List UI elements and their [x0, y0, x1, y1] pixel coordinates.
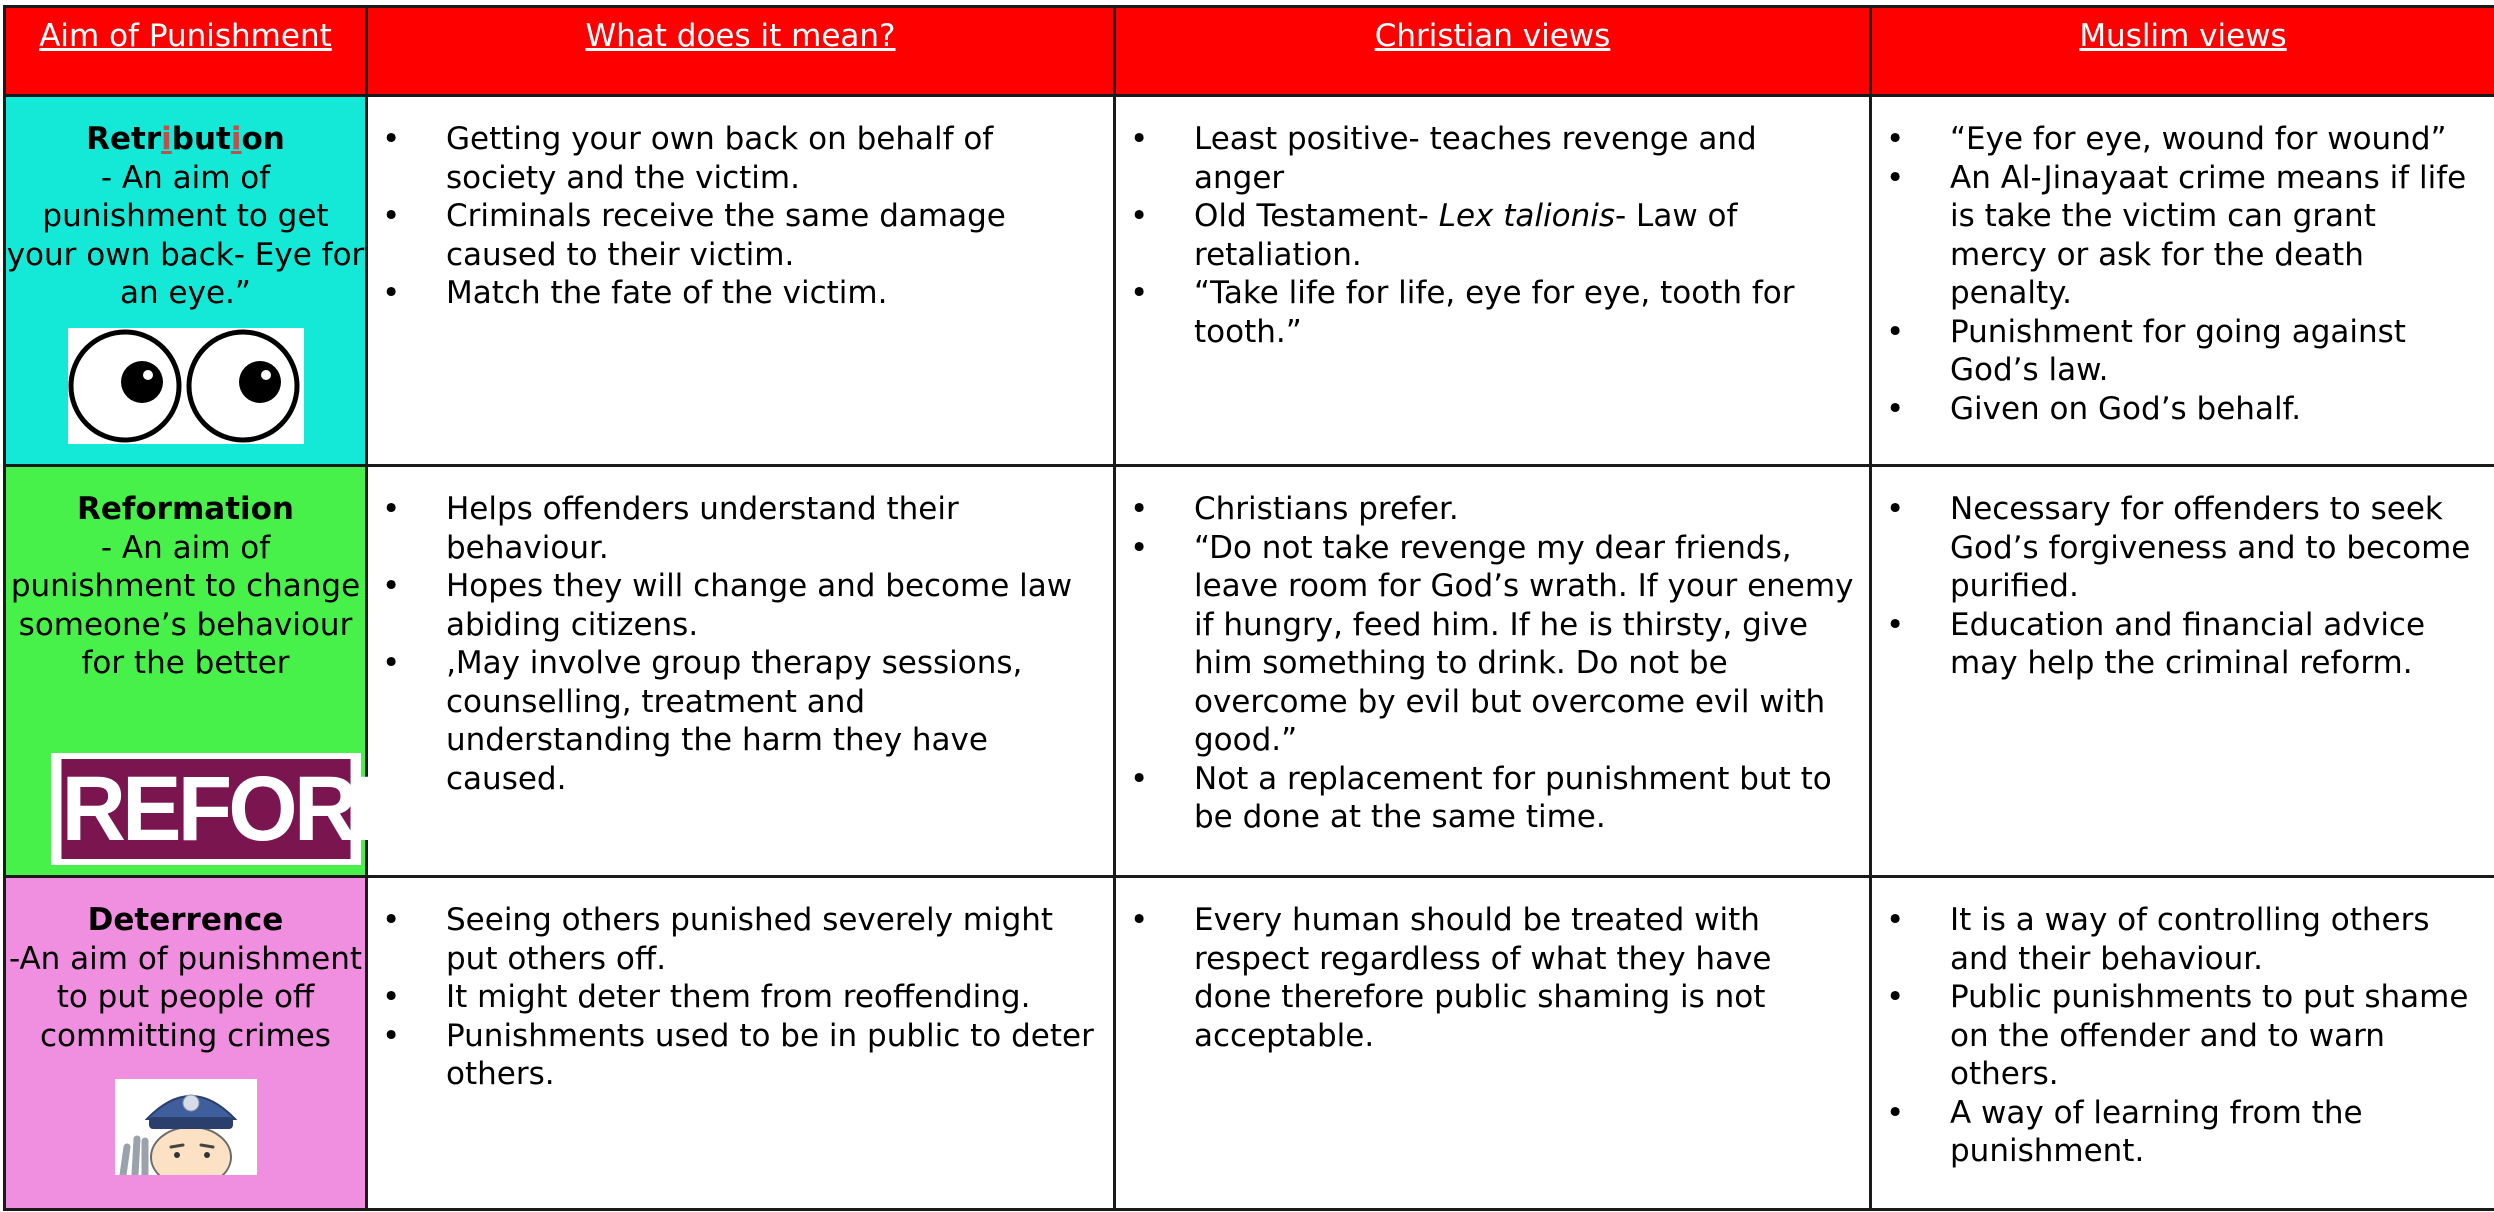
reform-logo: REFORM — [51, 753, 361, 865]
list-item: • Hopes they will change and become law abiding citizens. — [382, 567, 1099, 644]
list-item: • Least positive- teaches revenge and anger — [1130, 120, 1855, 197]
police-officer-icon — [115, 1079, 257, 1175]
aim-cell-retribution — [5, 96, 367, 466]
list-item: • Seeing others punished severely might put others off. — [382, 901, 1099, 978]
list-item: • It is a way of controlling others and their behaviour. — [1886, 901, 2480, 978]
aim-title-retribution: Retribution — [86, 121, 285, 157]
list-item: • Getting your own back on behalf of society and the victim. — [382, 120, 1099, 197]
meaning-cell — [367, 877, 1115, 1210]
muslim-cell — [1871, 466, 2494, 877]
aim-description: -An aim of punishment to put people off committing crimes — [8, 940, 363, 1054]
aim-cell-deterrence — [5, 877, 367, 1210]
list-item: • A way of learning from the punishment. — [1886, 1094, 2480, 1171]
list-item: • Match the fate of the victim. — [382, 274, 1099, 313]
table-row-deterrence — [5, 877, 2494, 1210]
aim-description: - An aim of punishment to change someone’s behaviour for the better — [10, 529, 361, 681]
meaning-cell — [367, 96, 1115, 466]
list-item: • Every human should be treated with respect regardless of what they have done therefore public shaming is not acceptable. — [1130, 901, 1855, 1055]
header-christian: Christian views — [1115, 7, 1871, 96]
aim-description: - An aim of punishment to get your own back- Eye for an eye.” — [6, 159, 365, 311]
list-item: • Old Testament- Lex talionis- Law of retaliation. — [1130, 197, 1855, 274]
table-row-retribution — [5, 96, 2494, 466]
christian-cell — [1115, 96, 1871, 466]
list-item: • Necessary for offenders to seek God’s forgiveness and to become purified. — [1886, 490, 2480, 606]
header-meaning: What does it mean? — [367, 7, 1115, 96]
christian-cell — [1115, 466, 1871, 877]
list-item: • “Do not take revenge my dear friends, leave room for God’s wrath. If your enemy if hungry, feed him. If he is thirsty, give him something to drink. Do not be overcome by evil but overcome evil with good.” — [1130, 529, 1855, 760]
list-item: • Education and financial advice may help the criminal reform. — [1886, 606, 2480, 683]
list-item: • “Eye for eye, wound for wound” — [1886, 120, 2480, 159]
header-aim: Aim of Punishment — [5, 7, 367, 96]
muslim-cell — [1871, 96, 2494, 466]
list-item: • Given on God’s behalf. — [1886, 390, 2480, 429]
list-item: • Not a replacement for punishment but to be done at the same time. — [1130, 760, 1855, 837]
meaning-cell — [367, 466, 1115, 877]
header-row — [5, 7, 2494, 96]
punishment-aims-table — [3, 5, 2494, 1211]
eyes-icon — [68, 328, 304, 444]
aim-title-deterrence: Deterrence — [87, 902, 284, 938]
list-item: • Punishment for going against God’s law. — [1886, 313, 2480, 390]
list-item: • Punishments used to be in public to deter others. — [382, 1017, 1099, 1094]
list-item: • Christians prefer. — [1130, 490, 1855, 529]
aim-cell-reformation — [5, 466, 425, 877]
header-muslim: Muslim views — [1871, 7, 2494, 96]
aim-title-reformation: Reformation — [77, 491, 294, 527]
christian-cell — [1115, 877, 1871, 1210]
list-item: • “Take life for life, eye for eye, tooth for tooth.” — [1130, 274, 1855, 351]
table-row-reformation — [5, 466, 2494, 877]
list-item: • ‚May involve group therapy sessions, counselling, treatment and understanding the harm they have caused. — [382, 644, 1099, 798]
list-item: • Helps offenders understand their behaviour. — [382, 490, 1099, 567]
muslim-cell — [1871, 877, 2494, 1210]
list-item: • Criminals receive the same damage caused to their victim. — [382, 197, 1099, 274]
list-item: • It might deter them from reoffending. — [382, 978, 1099, 1017]
list-item: • Public punishments to put shame on the offender and to warn others. — [1886, 978, 2480, 1094]
list-item: • An Al-Jinayaat crime means if life is take the victim can grant mercy or ask for the death penalty. — [1886, 159, 2480, 313]
